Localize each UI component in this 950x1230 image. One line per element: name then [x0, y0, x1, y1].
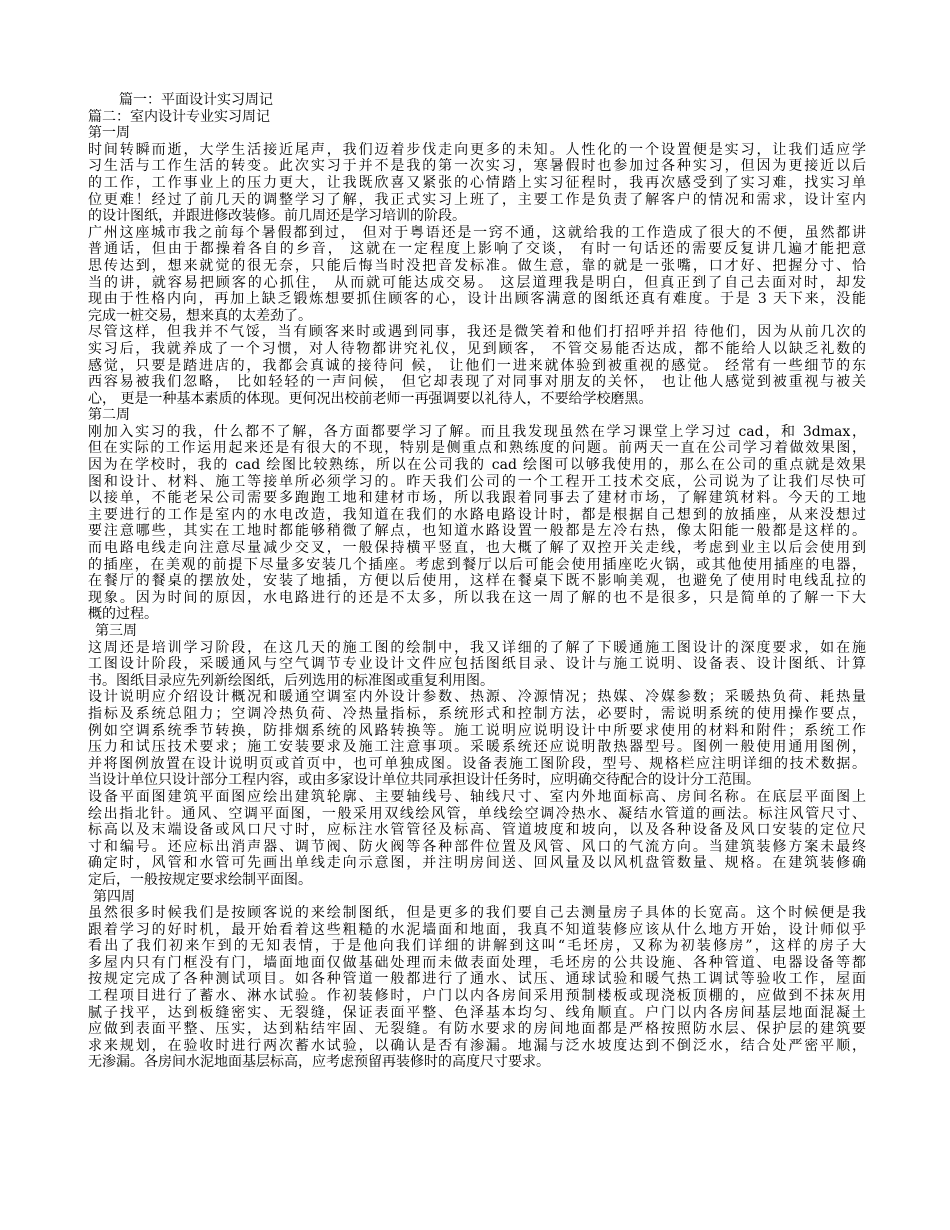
paragraph-line: 心， 更是一种基本素质的体现。更何况出校前老师一再强调要以礼待人，不要给学校磨黑。: [88, 390, 653, 407]
paragraph-line: 腻子找平，达到板缝密实、无裂缝，保证表面平整、色泽基本均匀、线角顺直。户门以内各房间基层地面混凝土: [88, 1004, 866, 1021]
paragraph-line: 在餐厅的餐桌的摆放处，安装了地插，方便以后使用，这样在餐桌下既不影响美观，也避免了使用时电线乱拉的: [88, 573, 866, 590]
paragraph-line: 跟着学习的好时机，最开始看着这些粗糙的水泥墙面和地面，我真不知道装修应该从什么地方开始，设计师似乎: [88, 921, 866, 938]
paragraph-line: 设备平面图建筑平面图应绘出建筑轮廓、主要轴线号、轴线尺寸、室内外地面标高、房间名称。在底层平面图上: [88, 788, 866, 805]
paragraph-line: 但在实际的工作运用起来还是有很大的不现，特别是侧重点和熟练度的问题。前两天一直在公司学习着做效果图，: [88, 440, 866, 457]
paragraph-line: 多屋内只有门框没有门，墙面地面仅做基础处理而未做表面处理，毛坯房的公共设施、各种管道、电器设备等都: [88, 954, 866, 971]
paragraph-line: 标高以及末端设备或风口尺寸时，应标注水管管径及标高、管道坡度和坡向，以及各种设备及风口安装的定位尺: [88, 822, 866, 839]
paragraph-line: 确定时，风管和水管可先画出单线走向示意图，并注明房间送、回风量及以风机盘管数量、规格。在建筑装修确: [88, 855, 866, 872]
paragraph-line: 这周还是培训学习阶段，在这几天的施工图的绘制中，我又详细的了解了下暖通施工图设计的深度要求，如在施: [88, 639, 866, 656]
paragraph-line: 以接单，不能老呆公司需要多跑跑工地和建材市场，所以我跟着同事去了建材市场，了解建筑材料。今天的工地: [88, 490, 866, 507]
paragraph-line: 当设计单位只设计部分工程内容，或由多家设计单位共同承担设计任务时，应明确交待配合的设计分工范围。: [88, 772, 760, 789]
document-title-2: 篇二：室内设计专业实习周记: [88, 108, 270, 125]
paragraph-line: 看出了我们初来乍到的无知表情，于是他向我们详细的讲解到这叫“毛坯房，又称为初装修房”，这样的房子大: [88, 938, 866, 955]
paragraph-line: 主要进行的工作是室内的水电改造，我知道在我们的水路电路设计时，都是根据自己想到的放插座，从来没想过: [88, 506, 866, 523]
document-page: [88, 92, 866, 1071]
paragraph-line: 思传达到，想来就觉的很无奈，只能后悔当时没把音发标准。做生意，靠的就是一张嘴，口才好、把握分寸、恰: [88, 257, 866, 274]
paragraph-line: 的设计图纸，并跟进修改装修。前几周还是学习培训的阶段。: [88, 208, 466, 225]
paragraph-line: 绘出指北针。通风、空调平面图，一般采用双线绘风管，单线绘空调冷热水、凝结水管道的画法。标注风管尺寸、: [88, 805, 866, 822]
paragraph-line: 的工作，工作事业上的压力更大，让我既欣喜又紧张的心情踏上实习征程时，我再次感受到了实习难，找实习单: [88, 174, 866, 191]
paragraph-line: 实习后，我就养成了一个习惯，对人待物都讲究礼仪，见到顾客， 不管交易能否达成，都不能给人以缺乏礼数的: [88, 340, 866, 357]
paragraph-line: 现象。因为时间的原因，水电路进行的还是不太多，所以我在这一周了解的也不是很多，只是简单的了解一下大: [88, 589, 866, 606]
paragraph-line: 尽管这样，但我并不气馁，当有顾客来时或遇到同事，我还是微笑着和他们打招呼并招 待他们，因为从前几次的: [88, 324, 866, 341]
paragraph-line: 图和设计、材料、施工等接单所必须学习的。昨天我们公司的一个工程开工技术交底，公司说为了让我们尽快可: [88, 473, 866, 490]
paragraph-line: 并将图例放置在设计说明页或首页中，也可单独成图。设备表施工图阶段，型号、规格栏应注明详细的技术数据。: [88, 755, 866, 772]
paragraph-line: 例如空调系统季节转换，防排烟系统的风路转换等。施工说明应说明设计中所要求使用的材料和附件；系统工作: [88, 722, 866, 739]
paragraph-line: 因为在学校时，我的 cad 绘图比较熟练，所以在公司我的 cad 绘图可以够我使用的，那么在公司的重点就是效果: [88, 457, 866, 474]
paragraph-line: 位更难！经过了前几天的调整学习了解，我正式实习上班了，主要工作是负责了解客户的情况和需求，设计室内: [88, 191, 866, 208]
paragraph-line: 的插座，在美观的前提下尽量多安装几个插座。考虑到餐厅以后可能会使用插座吃火锅，或其他使用插座的电器，: [88, 556, 866, 573]
paragraph-line: 要注意哪些，其实在工地时都能够稍微了解点，也知道水路设置一般都是左冷右热，像太阳能一般都是这样的。: [88, 523, 866, 540]
paragraph-line: 寸和编号。还应标出消声器、调节阀、防火阀等各种部件位置及风管、风口的气流方向。当建筑装修方案未最终: [88, 838, 866, 855]
week3-section: [88, 623, 866, 889]
paragraph-line: 工程项目进行了蓄水、淋水试验。作初装修时，户门以内各房间采用预制楼板或现浇板顶棚的，应做到不抹灰用: [88, 988, 866, 1005]
week3-heading: 第三周: [95, 623, 137, 639]
paragraph-line: 现由于性格内向，再加上缺乏锻炼想要抓住顾客的心，设计出顾客满意的图纸还真有难度。于是 3 天下来，没能: [88, 291, 866, 308]
week2-section: [88, 407, 866, 623]
paragraph-line: 应做到表面平整、压实，达到粘结牢固、无裂缝。有防水要求的房间地面都是严格按照防水层、保护层的建筑要: [88, 1021, 866, 1038]
paragraph-line: 广州这座城市我之前每个暑假都到过， 但对于粤语还是一窍不通，这就给我的工作造成了很大的不便，虽然都讲: [88, 224, 866, 241]
paragraph-line: 压力和试压技术要求；施工安装要求及施工注意事项。采暖系统还应说明散热器型号。图例一般使用通用图例，: [88, 739, 866, 756]
week4-heading: 第四周: [93, 888, 135, 905]
paragraph-line: 工图设计阶段，采暖通风与空气调节专业设计文件应包括图纸目录、设计与施工说明、设备表、设计图纸、计算: [88, 656, 866, 673]
paragraph-line: 定后，一般按规定要求绘制平面图。: [88, 871, 312, 888]
paragraph-line: 西容易被我们忽略， 比如轻轻的一声问候， 但它却表现了对同事对朋友的关怀， 也让他人感觉到被重视与被关: [88, 374, 866, 391]
week1-section: [88, 125, 866, 407]
paragraph-line: 当的讲，就容易把顾客的心抓住， 从而就可能达成交易。 这层道理我是明白，但真正到了自己去面对时，却发: [88, 274, 866, 291]
paragraph-line: 而电路电线走向注意尽量减少交叉，一般保持横平竖直，也大概了解了双控开关走线，考虑到业主以后会使用到: [88, 540, 866, 557]
paragraph-line: 求来规划，在验收时进行两次蓄水试验，以确认是否有渗漏。地漏与泛水坡度达到不倒泛水，结合处严密平顺，: [88, 1037, 866, 1054]
paragraph-line: 时间转瞬而逝，大学生活接近尾声，我们迈着步伐走向更多的未知。人性化的一个设置便是实习，让我们适应学: [88, 141, 866, 158]
document-title-1: 篇一：平面设计实习周记: [119, 92, 273, 108]
week4-section: [88, 889, 866, 1072]
paragraph-line: 刚加入实习的我，什么都不了解，各方面都要学习了解。而且我发现虽然在学习课堂上学习过 cad，和 3dmax，: [88, 423, 866, 440]
paragraph-line: 普通话，但由于都操着各自的乡音， 这就在一定程度上影响了交谈， 有时一句话还的需要反复讲几遍才能把意: [88, 241, 866, 258]
paragraph-line: 无渗漏。各房间水泥地面基层标高，应考虑预留再装修时的高度尺寸要求。: [88, 1054, 550, 1071]
paragraph-line: 感觉，只要是踏进店的，我都会真诚的接待问 候， 让他们一进来就体验到被重视的感觉。 经常有一些细节的东: [88, 357, 866, 374]
paragraph-line: 虽然很多时候我们是按顾客说的来绘制图纸，但是更多的我们要自己去测量房子具体的长宽高。这个时候便是我: [88, 905, 866, 922]
week1-heading: 第一周: [88, 125, 130, 142]
paragraph-line: 概的过程。: [88, 606, 158, 623]
paragraph-line: 设计说明应介绍设计概况和暖通空调室内外设计参数、热源、冷源情况；热媒、冷媒参数；采暖热负荷、耗热量: [88, 689, 866, 706]
week2-heading: 第二周: [88, 407, 130, 424]
paragraph-line: 习生活与工作生活的转变。此次实习于并不是我的第一次实习，寒暑假时也参加过各种实习，但因为更接近以后: [88, 158, 866, 175]
paragraph-line: 书。图纸目录应先列新绘图纸，后列选用的标准图或重复利用图。: [88, 672, 494, 689]
paragraph-line: 完成一桩交易，想来真的太差劲了。: [88, 307, 312, 324]
paragraph-line: 指标及系统总阻力；空调冷热负荷、冷热量指标，系统形式和控制方法，必要时，需说明系统的使用操作要点，: [88, 705, 866, 722]
paragraph-line: 按规定完成了各种测试项目。如各种管道一般都进行了通水、试压、通球试验和暖气热工调试等验收工作，屋面: [88, 971, 866, 988]
